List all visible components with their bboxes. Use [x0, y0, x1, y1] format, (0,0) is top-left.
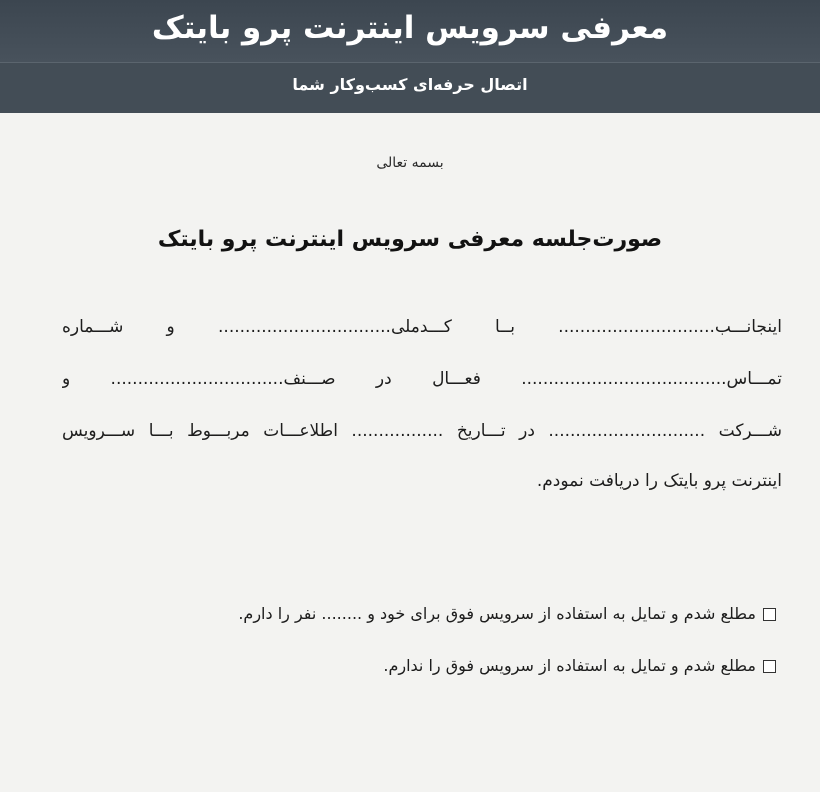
body-line-3: شـــرکت ............................. در تـــاریخ ................. اطلاعـــات مربـــوط بـــا ســـرویس — [62, 421, 782, 441]
option-not-interested[interactable] — [76, 652, 776, 680]
body-line-4: اینترنت پرو بایتک را دریافت نمودم. — [536, 471, 782, 491]
basmala-text: بسمه تعالی — [376, 155, 444, 171]
header-subtitle: اتصال حرفه‌ای کسب‌وکار شما — [292, 75, 528, 94]
header-banner — [0, 0, 820, 112]
option-interested[interactable] — [76, 600, 776, 628]
checkbox-icon[interactable] — [763, 660, 776, 673]
body-line-2: تمـــاس...................................... فعـــال در صـــنف................................ و — [62, 369, 782, 389]
checkbox-icon[interactable] — [763, 608, 776, 621]
header-title: معرفی سرویس اینترنت پرو بایتک — [151, 10, 669, 46]
option-interested-label: مطلع شدم و تمایل به استفاده از سرویس فوق برای خود و ........ نفر را دارم. — [238, 604, 756, 623]
document-title: صورت‌جلسه معرفی سرویس اینترنت پرو بایتک — [157, 227, 663, 252]
option-not-interested-label: مطلع شدم و تمایل به استفاده از سرویس فوق را ندارم. — [383, 656, 756, 675]
body-line-1: اینجانـــب............................. بــا کـــدملی................................ و شـــماره — [62, 317, 782, 337]
